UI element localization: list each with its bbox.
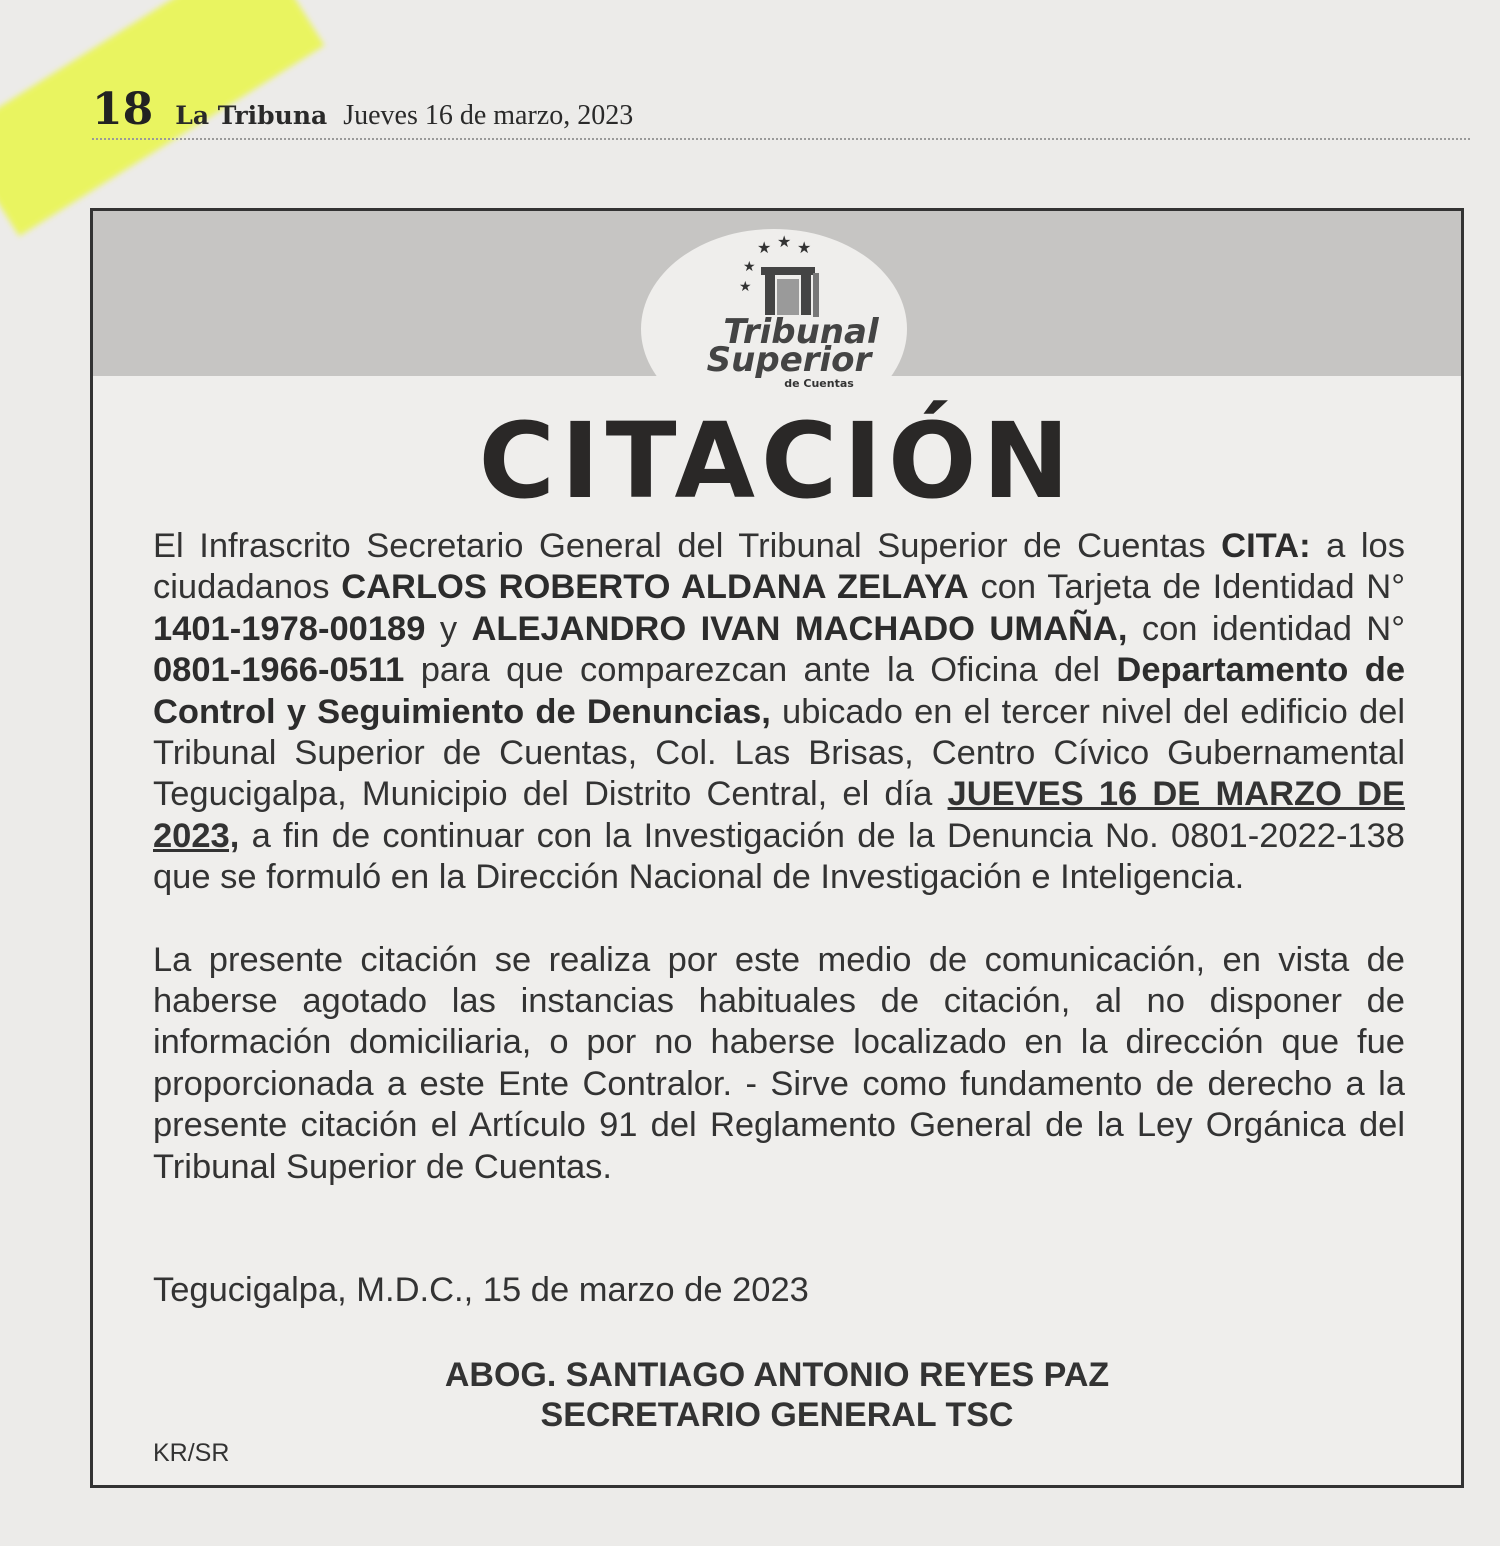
svg-text:★: ★ xyxy=(797,238,812,257)
signer-title: SECRETARIO GENERAL TSC xyxy=(540,1396,1014,1434)
place-date: Tegucigalpa, M.D.C., 15 de marzo de 2023 xyxy=(153,1271,809,1309)
paragraph-2: La presente citación se realiza por este medio de comunicación, en vista de haberse agotado las instancias habituales de citación, al no disponer de información domiciliaria, o por no haberse localizado en la dirección que fue proporcionada a este Ente Contralor. - Sirve como fundamento de derecho a la presente citación el Artículo 91 del Reglamento General de la Ley Orgánica del Tribunal Superior de Cuentas. xyxy=(153,940,1405,1186)
notice-body xyxy=(153,526,1405,1188)
publication-date: Jueves 16 de marzo, 2023 xyxy=(343,100,634,131)
svg-text:★: ★ xyxy=(743,259,756,275)
svg-text:★: ★ xyxy=(777,232,792,251)
paper-name: La Tribuna xyxy=(175,101,328,130)
signature-block xyxy=(93,1355,1461,1435)
building-icon xyxy=(761,267,819,317)
paragraph-1: El Infrascrito Secretario General del Tribunal Superior de Cuentas CITA: a los ciudadanos CARLOS ROBERTO ALDANA ZELAYA con Tarjeta de Identidad N° 1401-1978-00189 y ALEJANDRO IVAN MACHADO UMAÑA, con identidad N° 0801-1966-0511 para que comparezcan ante la Oficina del Departamento de Control y Seguimiento de Denuncias, ubicado en el tercer nivel del edificio del Tribunal Superior de Cuentas, Col. Las Brisas, Centro Cívico Gubernamental Tegucigalpa, Municipio del Distrito Central, el día JUEVES 16 DE MARZO DE 2023, a fin de continuar con la Investigación de la Denuncia No. 0801-2022-138 que se formuló en la Dirección Nacional de Investigación e Inteligencia. xyxy=(153,527,1406,897)
svg-text:★: ★ xyxy=(739,279,752,295)
notice-title: CITACIÓN xyxy=(478,400,1076,522)
header-rule xyxy=(92,138,1470,140)
tsc-logo xyxy=(653,219,893,389)
signer-name: ABOG. SANTIAGO ANTONIO REYES PAZ xyxy=(444,1356,1110,1394)
notice-box xyxy=(90,208,1464,1488)
page-number: 18 xyxy=(92,84,154,135)
svg-text:★: ★ xyxy=(757,238,772,257)
initials: KR/SR xyxy=(153,1439,230,1467)
masthead xyxy=(92,84,633,134)
logo-line2: Superior xyxy=(706,340,872,380)
logo-line1: Tribunal xyxy=(723,312,879,352)
hearing-date: JUEVES 16 DE MARZO DE 2023, xyxy=(153,775,1405,855)
logo-line3: de Cuentas xyxy=(784,377,854,389)
star-icon xyxy=(739,232,811,295)
